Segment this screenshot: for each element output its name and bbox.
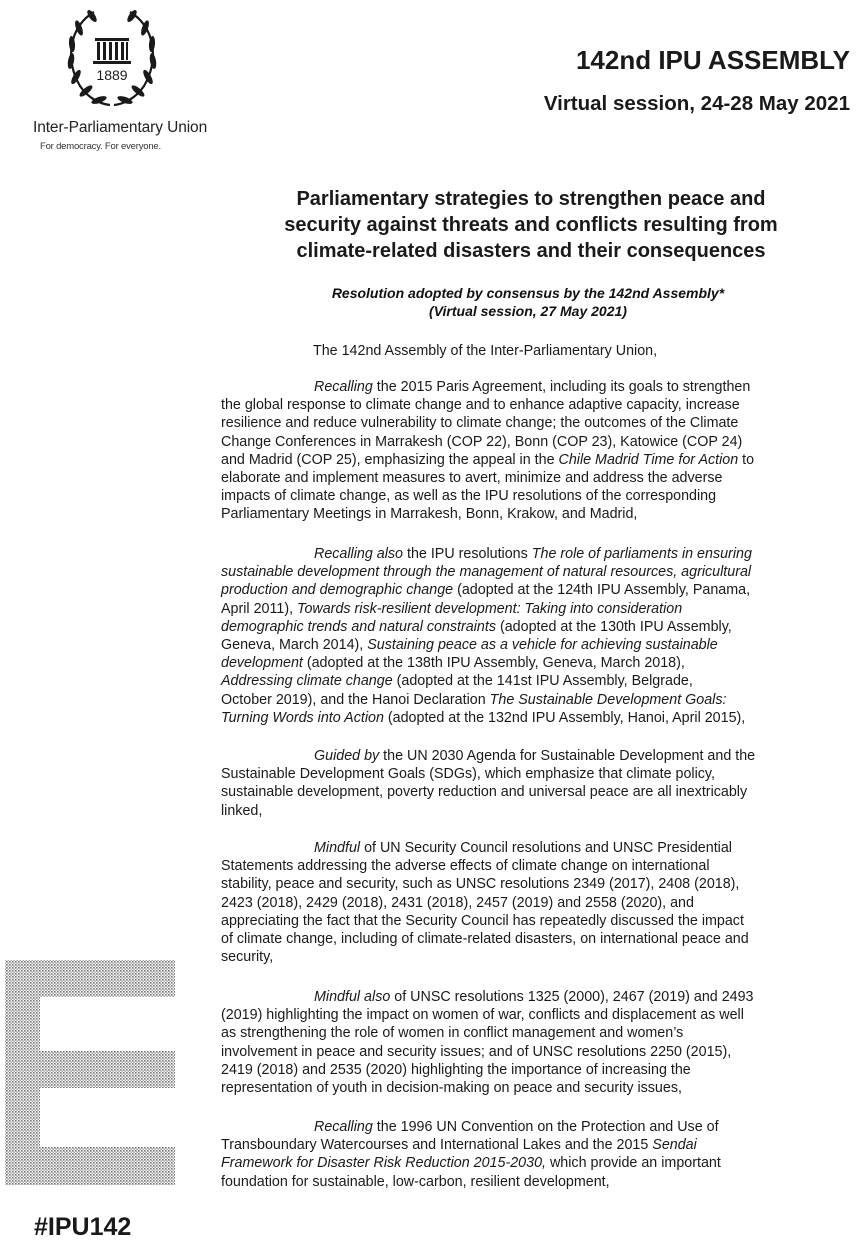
text-segment: the global response to climate change and to enhance adaptive capacity, increase [221,397,740,414]
paragraph-line [221,563,833,581]
ipu-logo [62,4,162,116]
org-tagline: For democracy. For everyone. [40,141,161,152]
text-segment: of UN Security Council resolutions and UNSC Presidential [360,840,732,856]
text-segment: involvement in peace and security issues; and of UNSC resolutions 2250 (2015), [221,1043,732,1060]
paragraph-line [221,875,833,893]
paragraph-line [221,581,833,599]
italic-text: The role of parliaments in ensuring [531,546,752,562]
paragraph-line [221,600,833,618]
preamble-intro: The 142nd Assembly of the Inter-Parliamentary Union, [313,343,658,359]
paragraph-line [221,545,833,563]
text-segment: resilience and reduce vulnerability to climate change; the outcomes of the Climate [221,415,739,432]
text-segment: of UNSC resolutions 1325 (2000), 2467 (2019) and 2493 [390,989,754,1005]
italic-text: Mindful also [314,989,391,1005]
paragraph-line [221,1079,833,1097]
italic-text: Addressing climate change [221,673,393,690]
logo-year: 1889 [96,67,128,83]
text-segment: and Madrid (COP 25), emphasizing the appeal in the [221,451,559,468]
italic-text: Chile Madrid Time for Action [558,451,739,468]
text-segment: (adopted at the 124th IPU Assembly, Panama, [453,582,751,599]
paragraph-line [221,1173,833,1191]
italic-text: production and demographic change [221,582,454,599]
paragraph-line [221,783,833,801]
adoption-note: Resolution adopted by consensus by the 142nd Assembly* [331,285,725,301]
italic-text: development [221,655,303,672]
org-name: Inter-Parliamentary Union [33,119,208,136]
paragraph-line [221,1154,833,1172]
italic-text: demographic trends and natural constraints [221,618,496,635]
text-segment: (adopted at the 132nd IPU Assembly, Hanoi, April 2015), [383,709,746,726]
preamble-paragraph [221,378,833,524]
text-segment: the UN 2030 Agenda for Sustainable Development and the [379,748,756,764]
paragraph-line [221,747,833,765]
text-segment: October 2019), and the Hanoi Declaration [221,691,490,708]
text-segment: representation of youth in decision-making on peace and security issues, [221,1080,682,1097]
text-segment: (adopted at the 130th IPU Assembly, [495,618,732,635]
paragraph-line [221,1024,833,1042]
text-segment: the 1996 UN Convention on the Protection and Use of [372,1119,719,1135]
text-segment: Parliamentary Meetings in Marrakesh, Bonn, Krakow, and Madrid, [221,506,638,523]
preamble-paragraph [221,545,833,727]
paragraph-line [221,451,833,469]
italic-text: sustainable development through the management of natural resources, agricultural [221,564,752,581]
paragraph-line [221,802,833,820]
text-segment: (adopted at the 141st IPU Assembly, Belgrade, [392,673,693,690]
text-segment: Sustainable Development Goals (SDGs), which emphasize that climate policy, [221,766,715,783]
text-segment: which provide an important [546,1155,721,1172]
language-mark-letter: E [0,955,1,956]
preamble-paragraph [221,988,833,1097]
italic-text: Turning Words into Action [221,709,384,726]
document-title [222,186,840,264]
text-segment: foundation for sustainable, low-carbon, resilient development, [221,1173,610,1190]
preamble-paragraph [221,1118,833,1191]
italic-text: Towards risk-resilient development: Taking into consideration [297,600,683,617]
paragraph-line [221,414,833,432]
paragraph-line [221,396,833,414]
paragraph-line [221,894,833,912]
text-segment: Change Conferences in Marrakesh (COP 22), Bonn (COP 23), Katowice (COP 24) [221,433,743,450]
paragraph-line [221,709,833,727]
paragraph-line [221,1043,833,1061]
document-title-line: Parliamentary strategies to strengthen peace and [296,188,766,210]
text-segment: appreciating the fact that the Security Council has repeatedly discussed the impact [221,912,744,929]
italic-text: Recalling also [314,546,404,562]
text-segment: Transboundary Watercourses and International Lakes and the 2015 [221,1137,653,1154]
assembly-title: 142nd IPU ASSEMBLY [575,45,850,75]
text-segment: to [738,451,755,468]
paragraph-line [221,988,833,1006]
paragraph-line [221,930,833,948]
language-mark-e [0,955,175,1187]
italic-text: Guided by [314,748,380,764]
italic-text: Sustaining peace as a vehicle for achieving sustainable [367,637,718,654]
paragraph-line [221,636,833,654]
text-segment: sustainable development, poverty reduction and universal peace are all inextricably [221,784,748,801]
text-segment: stability, peace and security, such as UNSC resolutions 2349 (2017), 2408 (2018), [221,876,740,893]
text-segment: elaborate and implement measures to avert, minimize and address the adverse [221,470,723,487]
text-segment: Statements addressing the adverse effects of climate change on international [221,858,710,875]
text-segment: April 2011), [221,600,298,617]
text-segment: linked, [221,802,263,819]
adoption-session: (Virtual session, 27 May 2021) [429,303,627,319]
text-segment: impacts of climate change, as well as the IPU resolutions of the corresponding [221,488,717,505]
paragraph-line [221,654,833,672]
paragraph-line [221,857,833,875]
paragraph-line [221,672,833,690]
italic-text: Recalling [314,1119,373,1135]
paragraph-line [221,505,833,523]
paragraph-line [221,378,833,396]
text-segment: 2423 (2018), 2429 (2018), 2431 (2018), 2457 (2019) and 2558 (2020), and [221,894,694,911]
paragraph-line [221,433,833,451]
paragraph-line [221,948,833,966]
text-segment: security, [221,949,274,966]
preamble-paragraph [221,747,833,820]
text-segment: 2419 (2018) and 2535 (2020) highlighting the importance of increasing the [221,1061,691,1078]
document-title-line: climate-related disasters and their consequences [296,240,766,262]
preamble-paragraph [221,839,833,966]
italic-text: Mindful [314,840,361,856]
document-title-line: security against threats and conflicts resulting from [284,214,778,236]
paragraph-line [221,1061,833,1079]
paragraph-line [221,618,833,636]
italic-text: Framework for Disaster Risk Reduction 2015-2030, [221,1155,546,1172]
paragraph-line [221,1118,833,1136]
italic-text: Sendai [652,1137,697,1154]
text-segment: as strengthening the role of women in conflict management and women’s [221,1025,684,1042]
italic-text: Recalling [314,379,373,395]
text-segment: the 2015 Paris Agreement, including its goals to strengthen [372,379,751,395]
paragraph-line [221,487,833,505]
paragraph-line [221,839,833,857]
session-line: Virtual session, 24-28 May 2021 [543,92,850,115]
paragraph-line [221,912,833,930]
text-segment: Geneva, March 2014), [221,637,368,654]
paragraph-line [221,1136,833,1154]
text-segment: of climate change, including of climate-related disasters, on international peace and [221,931,749,948]
italic-text: The Sustainable Development Goals: [489,691,727,708]
text-segment: the IPU resolutions [403,546,532,562]
paragraph-line [221,765,833,783]
hashtag: #IPU142 [34,1213,132,1241]
paragraph-line [221,469,833,487]
text-segment: (2019) highlighting the impact on women of war, conflicts and displacement as well [221,1007,744,1024]
paragraph-line [221,1006,833,1024]
text-segment: (adopted at the 138th IPU Assembly, Geneva, March 2018), [302,655,685,672]
paragraph-line [221,691,833,709]
